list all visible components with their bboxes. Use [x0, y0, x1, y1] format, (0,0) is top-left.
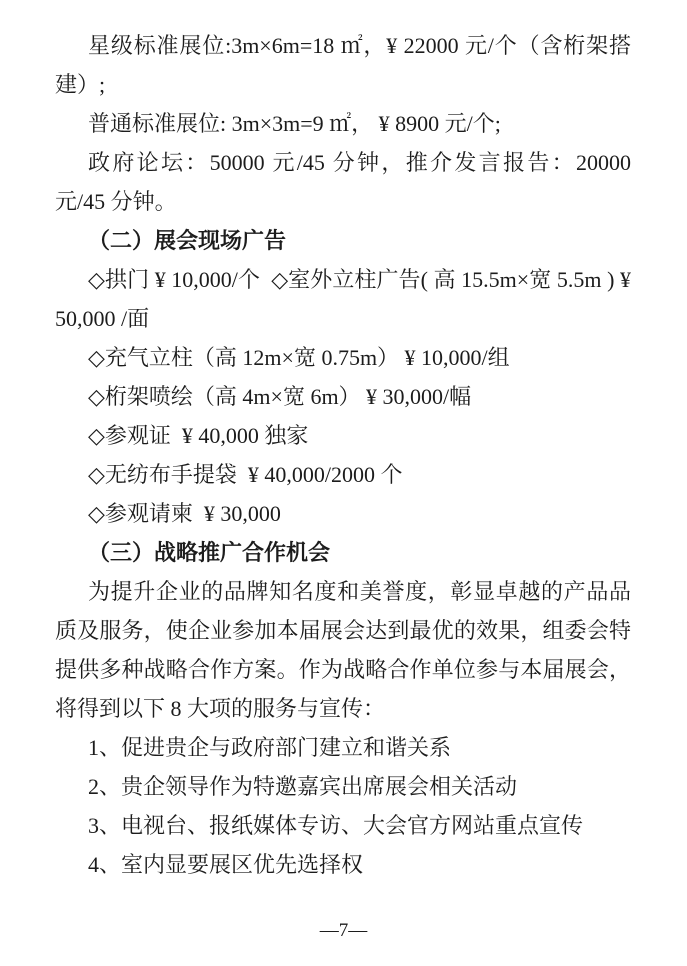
paragraph: 4、室内显要展区优先选择权 [88, 852, 364, 877]
paragraph: ◇桁架喷绘（高 4m×宽 6m） ¥ 30,000/幅 [88, 384, 472, 409]
page-footer [0, 920, 687, 942]
section-heading: （三）战略推广合作机会 [88, 540, 331, 565]
section-heading: （二）展会现场广告 [88, 228, 287, 253]
paragraph: 为提升企业的品牌知名度和美誉度，彰显卓越的产品品质及服务，使企业参加本届展会达到最优的效果，组委会特提供多种战略合作方案。作为战略合作单位参与本届展会，将得到以下 8 大项的服务与宣传： [55, 579, 631, 721]
document-body [55, 26, 637, 884]
paragraph: 1、促进贵企与政府部门建立和谐关系 [88, 735, 452, 760]
paragraph: 2、贵企领导作为特邀嘉宾出席展会相关活动 [88, 774, 518, 799]
paragraph: 政府论坛：50000 元/45 分钟，推介发言报告：20000 元/45 分钟。 [55, 150, 637, 214]
paragraph: ◇参观证 ¥ 40,000 独家 [88, 423, 309, 448]
page-number: —7— [319, 920, 368, 941]
paragraph: ◇参观请柬 ¥ 30,000 [88, 501, 281, 526]
paragraph: ◇拱门 ¥ 10,000/个 ◇室外立柱广告( 高 15.5m×宽 5.5m ) ¥ 50,000 /面 [55, 267, 637, 331]
paragraph: ◇无纺布手提袋 ¥ 40,000/2000 个 [88, 462, 403, 487]
paragraph: 普通标准展位: 3m×3m=9 ㎡， ¥ 8900 元/个; [88, 111, 501, 136]
paragraph: ◇充气立柱（高 12m×宽 0.75m） ¥ 10,000/组 [88, 345, 510, 370]
paragraph: 星级标准展位:3m×6m=18 ㎡，¥ 22000 元/个（含桁架搭建）; [55, 33, 631, 97]
paragraph: 3、电视台、报纸媒体专访、大会官方网站重点宣传 [88, 813, 584, 838]
